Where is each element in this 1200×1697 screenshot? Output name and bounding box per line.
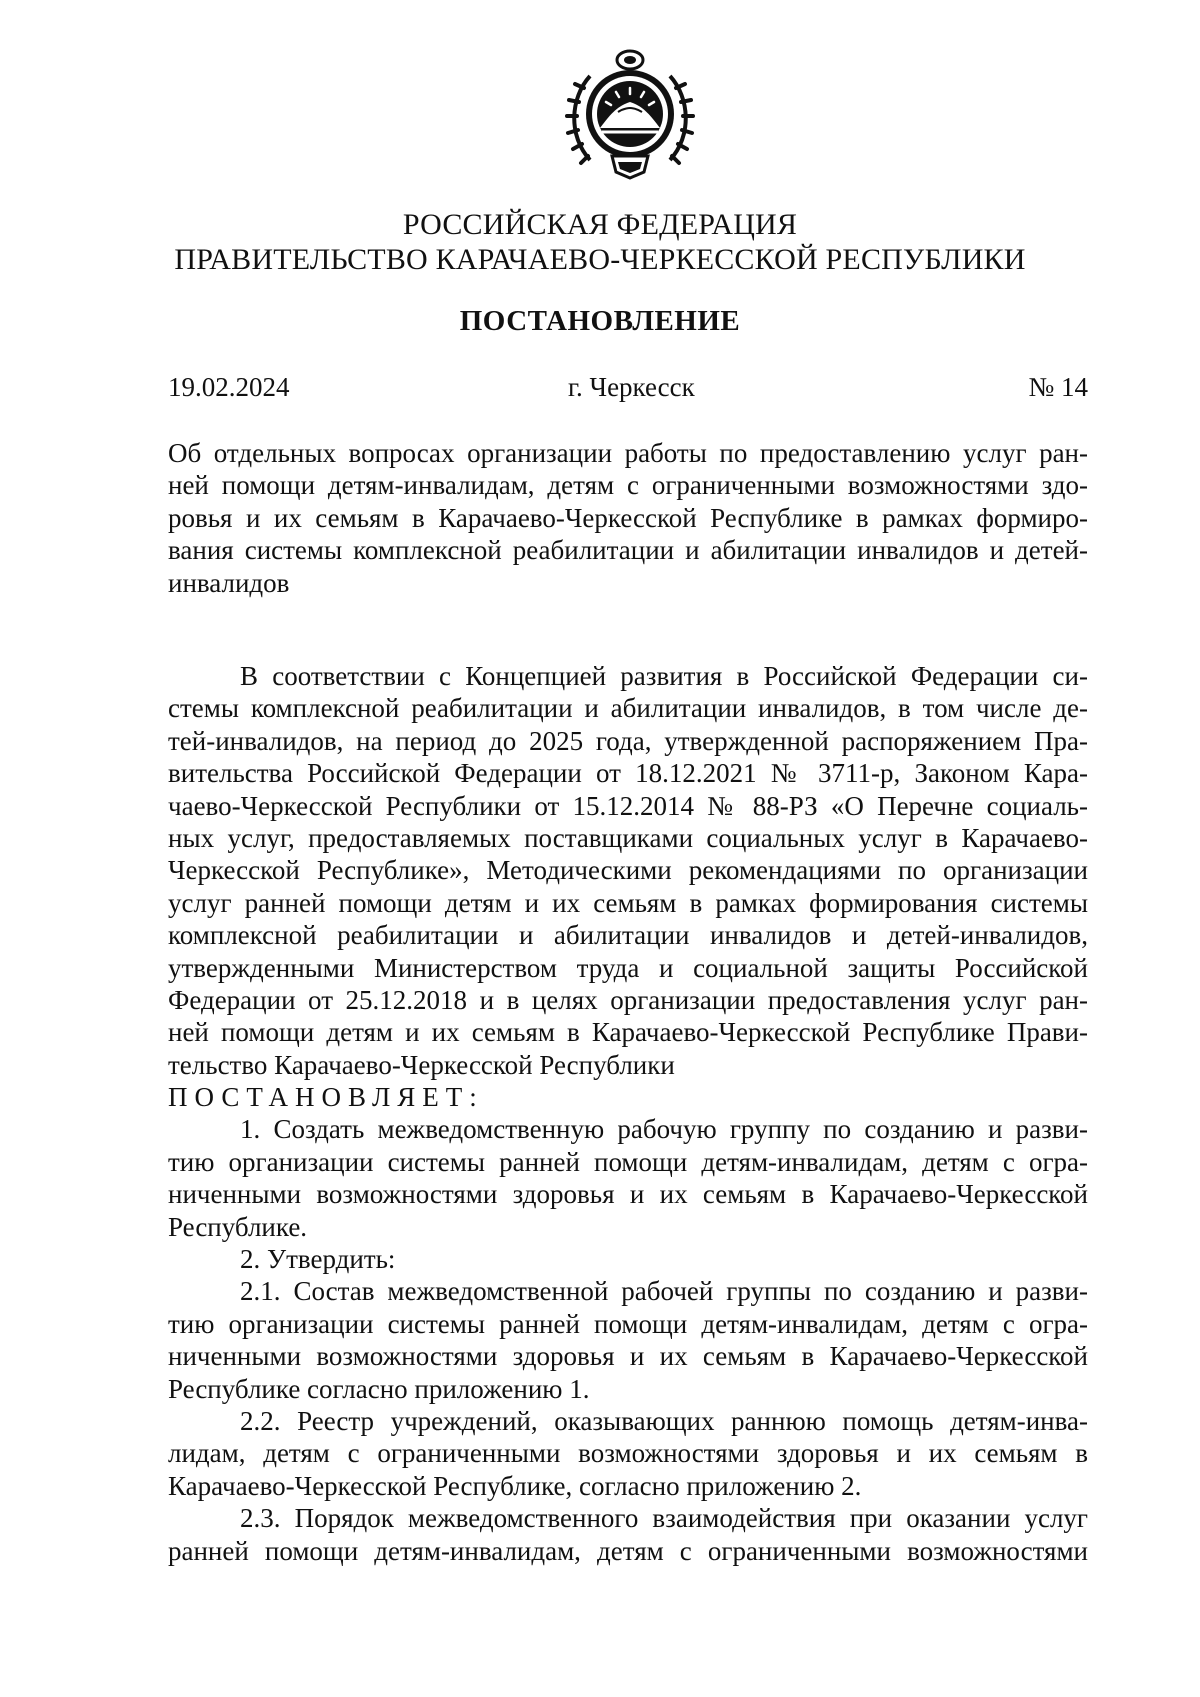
preamble-line: стемы комплексной реабилитации и абилитации инвалидов, в том числе де- (168, 693, 1088, 724)
preamble-line: утвержденными Министерством труда и социальной защиты Российской (168, 952, 1088, 983)
preamble-line: В соответствии с Концепцией развития в Российской Федерации си- (240, 661, 1088, 691)
item-2-1-line: 2.1. Состав межведомственной рабочей группы по созданию и разви- (240, 1276, 1088, 1307)
preamble-line: Федерации от 25.12.2018 и в целях организации предоставления услуг ран- (168, 984, 1088, 1015)
item-1-line: 1. Создать межведомственную рабочую группу по созданию и разви- (240, 1114, 1088, 1145)
resolves-keyword: ПОСТАНОВЛЯЕТ: (168, 1082, 484, 1113)
title-line: вания системы комплексной реабилитации и абилитации инвалидов и детей- (168, 535, 1088, 566)
item-2-2-line: лидам, детям с ограниченными возможностями здоровья и их семьям в (168, 1438, 1088, 1469)
item-2-1-line: тию организации системы ранней помощи детям-инвалидам, детям с огра- (168, 1308, 1088, 1339)
preamble-line: тей-инвалидов, на период до 2025 года, утвержденной распоряжением Пра- (168, 725, 1088, 756)
item-2-3-paragraph (168, 1502, 1088, 1567)
item-1-line: тию организации системы ранней помощи детям-инвалидам, детям с огра- (168, 1146, 1088, 1177)
item-1-line: ниченными возможностями здоровья и их семьям в Карачаево-Черкесской (168, 1179, 1088, 1210)
document-city: г. Черкесск (568, 372, 695, 402)
preamble-line: Черкесской Республике», Методическими рекомендациями по организации (168, 855, 1088, 886)
item-2-2-line: 2.2. Реестр учреждений, оказывающих раннюю помощь детям-инва- (240, 1405, 1088, 1436)
item-1-line: Республике. (168, 1211, 308, 1242)
preamble-line: чаево-Черкесской Республики от 15.12.2014 № 88-РЗ «О Перечне социаль- (168, 790, 1088, 821)
document-title (168, 437, 1088, 599)
title-line: Об отдельных вопросах организации работы по предоставлению услуг ран- (168, 438, 1088, 468)
title-line: ровья и их семьям в Карачаево-Черкесской Республике в рамках формиро- (168, 502, 1088, 533)
item-2-1-line: Республике согласно приложению 1. (168, 1373, 590, 1404)
preamble-line: тельство Карачаево-Черкесской Республики (168, 1049, 675, 1080)
item-2-1-line: ниченными возможностями здоровья и их семьям в Карачаево-Черкесской (168, 1341, 1088, 1372)
title-line: инвалидов (168, 567, 290, 598)
item-2-2-paragraph (168, 1405, 1088, 1502)
item-2-3-line: 2.3. Порядок межведомственного взаимодействия при оказании услуг (240, 1503, 1088, 1534)
coat-of-arms-icon (560, 48, 700, 188)
item-1-paragraph (168, 1113, 1088, 1243)
preamble-line: услуг ранней помощи детям и их семьям в рамках формирования системы (168, 887, 1088, 918)
government-heading: ПРАВИТЕЛЬСТВО КАРАЧАЕВО-ЧЕРКЕССКОЙ РЕСПУБЛИКИ (174, 243, 1026, 276)
document-type-heading: ПОСТАНОВЛЕНИЕ (459, 305, 741, 337)
item-2-1-paragraph (168, 1275, 1088, 1405)
preamble-line: ных услуг, предоставляемых поставщиками социальных услуг в Карачаево- (168, 822, 1088, 853)
item-2-paragraph: 2. Утвердить: (240, 1244, 396, 1275)
preamble-line: комплексной реабилитации и абилитации инвалидов и детей-инвалидов, (168, 920, 1088, 951)
country-heading: РОССИЙСКАЯ ФЕДЕРАЦИЯ (402, 208, 798, 241)
preamble-line: вительства Российской Федерации от 18.12.2021 № 3711-р, Законом Кара- (168, 758, 1088, 789)
document-number: № 14 (1028, 372, 1088, 402)
preamble-paragraph (168, 660, 1088, 1081)
preamble-line: ней помощи детям и их семьям в Карачаево-Черкесской Республике Прави- (168, 1017, 1088, 1048)
item-2-2-line: Карачаево-Черкесской Республике, согласно приложению 2. (168, 1470, 862, 1501)
item-2-3-line: ранней помощи детям-инвалидам, детям с ограниченными возможностями (168, 1535, 1088, 1566)
document-body (168, 660, 1088, 1567)
document-date: 19.02.2024 (168, 372, 290, 402)
title-line: ней помощи детям-инвалидам, детям с ограниченными возможностями здо- (168, 470, 1088, 501)
